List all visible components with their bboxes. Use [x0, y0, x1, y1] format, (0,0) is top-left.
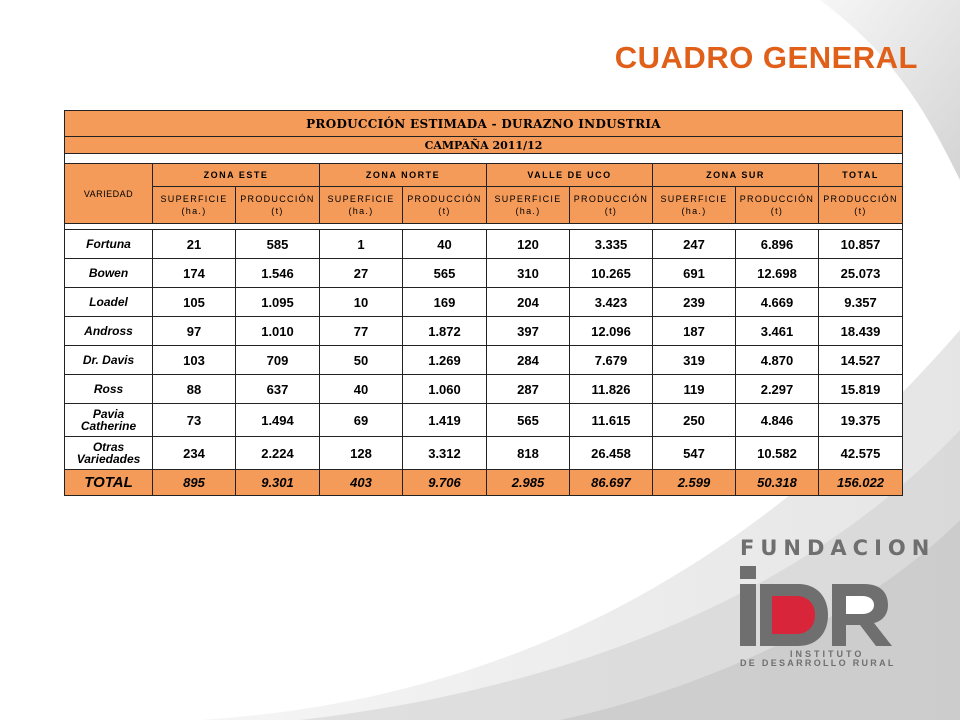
table-cell: 250 [653, 404, 736, 437]
table-cell: 637 [236, 375, 320, 404]
produccion-label: PRODUCCIÓN [739, 194, 815, 204]
unit-label: (t) [604, 206, 618, 216]
table-cell: 4.846 [736, 404, 819, 437]
zone-header-este: ZONA ESTE [153, 164, 320, 187]
table-cell: 119 [653, 375, 736, 404]
table-cell: 18.439 [819, 317, 903, 346]
table-cell: 187 [653, 317, 736, 346]
table-cell: 1.060 [403, 375, 487, 404]
table-cell: 3.312 [403, 437, 487, 470]
table-title: PRODUCCIÓN ESTIMADA - DURAZNO INDUSTRIA [65, 111, 903, 137]
slide-title: CUADRO GENERAL [614, 40, 918, 75]
unit-label: (t) [438, 206, 451, 216]
table-row [65, 404, 903, 437]
table-cell: 691 [653, 259, 736, 288]
total-cell: 403 [320, 470, 403, 496]
unit-label: (ha.) [348, 206, 374, 216]
table-cell: 97 [153, 317, 236, 346]
produccion-label: PRODUCCIÓN [407, 194, 482, 204]
table-cell: 9.357 [819, 288, 903, 317]
table-cell: 310 [487, 259, 570, 288]
idr-logo [736, 536, 936, 706]
table-row [65, 288, 903, 317]
table-cell: 77 [320, 317, 403, 346]
table-cell: 19.375 [819, 404, 903, 437]
table-cell: 120 [487, 230, 570, 259]
table-cell: 1.419 [403, 404, 487, 437]
superficie-header [487, 187, 570, 224]
variety-name-line: Pavia [92, 407, 125, 421]
produccion-label: PRODUCCIÓN [240, 194, 315, 204]
table-cell: 10.582 [736, 437, 819, 470]
total-cell: 9.301 [236, 470, 320, 496]
logo-instituto-text: INSTITUTO [790, 649, 865, 659]
table-cell: 105 [153, 288, 236, 317]
table-cell: 709 [236, 346, 320, 375]
unit-label: (ha.) [515, 206, 541, 216]
table-cell: 585 [236, 230, 320, 259]
variety-name: Ross [65, 375, 153, 404]
table-row [65, 317, 903, 346]
produccion-header [236, 187, 320, 224]
produccion-header [819, 187, 903, 224]
table-cell: 2.297 [736, 375, 819, 404]
variety-name-line: Catherine [80, 419, 137, 433]
table-cell: 1.546 [236, 259, 320, 288]
idr-logo-mark [736, 564, 896, 648]
variety-name [65, 437, 153, 470]
produccion-header [736, 187, 819, 224]
table-row [65, 259, 903, 288]
logo-fundacion-text: FUNDACION [740, 536, 936, 560]
total-cell: 9.706 [403, 470, 487, 496]
table-cell: 818 [487, 437, 570, 470]
superficie-label: SUPERFICIE [160, 194, 228, 204]
unit-label: (t) [271, 206, 284, 216]
table-row [65, 437, 903, 470]
table-cell: 1.010 [236, 317, 320, 346]
table-cell: 42.575 [819, 437, 903, 470]
table-cell: 234 [153, 437, 236, 470]
variety-name: Andross [65, 317, 153, 346]
total-row [65, 470, 903, 496]
table-cell: 6.896 [736, 230, 819, 259]
production-table [64, 110, 903, 496]
variety-name: Loadel [65, 288, 153, 317]
table-row [65, 230, 903, 259]
produccion-header [403, 187, 487, 224]
table-cell: 73 [153, 404, 236, 437]
table-cell: 547 [653, 437, 736, 470]
table-cell: 174 [153, 259, 236, 288]
table-cell: 204 [487, 288, 570, 317]
unit-label: (ha.) [181, 206, 207, 216]
total-label: TOTAL [65, 470, 153, 496]
total-cell: 895 [153, 470, 236, 496]
variety-name-line: Variedades [76, 452, 141, 466]
table-cell: 287 [487, 375, 570, 404]
table-cell: 11.826 [570, 375, 653, 404]
table-cell: 12.096 [570, 317, 653, 346]
table-cell: 40 [403, 230, 487, 259]
table-cell: 40 [320, 375, 403, 404]
table-cell: 3.423 [570, 288, 653, 317]
table-cell: 25.073 [819, 259, 903, 288]
zone-header-total: TOTAL [819, 164, 903, 187]
table-cell: 14.527 [819, 346, 903, 375]
variety-name: Bowen [65, 259, 153, 288]
variety-name [65, 404, 153, 437]
table-cell: 69 [320, 404, 403, 437]
table-cell: 397 [487, 317, 570, 346]
table-cell: 7.679 [570, 346, 653, 375]
unit-label: (t) [770, 206, 784, 216]
zone-header-valle-de-uco: VALLE DE UCO [487, 164, 653, 187]
table-cell: 1 [320, 230, 403, 259]
table-cell: 1.095 [236, 288, 320, 317]
table-row [65, 375, 903, 404]
unit-label: (ha.) [681, 206, 707, 216]
table-cell: 12.698 [736, 259, 819, 288]
table-cell: 88 [153, 375, 236, 404]
variety-header: VARIEDAD [65, 164, 153, 224]
superficie-label: SUPERFICIE [494, 194, 562, 204]
table-subtitle: CAMPAÑA 2011/12 [65, 137, 903, 154]
produccion-header [570, 187, 653, 224]
table-cell: 27 [320, 259, 403, 288]
table-cell: 3.335 [570, 230, 653, 259]
variety-name: Dr. Davis [65, 346, 153, 375]
table-cell: 2.224 [236, 437, 320, 470]
unit-label: (t) [854, 206, 867, 216]
table-cell: 50 [320, 346, 403, 375]
table-cell: 1.494 [236, 404, 320, 437]
table-cell: 10.857 [819, 230, 903, 259]
zone-header-norte: ZONA NORTE [320, 164, 487, 187]
table-cell: 169 [403, 288, 487, 317]
table-cell: 3.461 [736, 317, 819, 346]
produccion-label: PRODUCCIÓN [823, 194, 898, 204]
spacer-row [65, 154, 903, 164]
total-cell: 2.599 [653, 470, 736, 496]
variety-name-line: Otras [92, 440, 125, 454]
superficie-header [320, 187, 403, 224]
production-table-container [64, 110, 902, 496]
table-cell: 128 [320, 437, 403, 470]
total-cell: 2.985 [487, 470, 570, 496]
table-cell: 565 [403, 259, 487, 288]
superficie-label: SUPERFICIE [327, 194, 395, 204]
superficie-label: SUPERFICIE [660, 194, 728, 204]
table-cell: 15.819 [819, 375, 903, 404]
table-cell: 239 [653, 288, 736, 317]
total-cell: 50.318 [736, 470, 819, 496]
variety-name: Fortuna [65, 230, 153, 259]
table-cell: 247 [653, 230, 736, 259]
table-cell: 21 [153, 230, 236, 259]
table-cell: 319 [653, 346, 736, 375]
table-cell: 4.669 [736, 288, 819, 317]
logo-desarrollo-rural-text: DE DESARROLLO RURAL [740, 658, 896, 668]
produccion-label: PRODUCCIÓN [573, 194, 649, 204]
table-cell: 10.265 [570, 259, 653, 288]
table-cell: 11.615 [570, 404, 653, 437]
table-cell: 4.870 [736, 346, 819, 375]
table-cell: 565 [487, 404, 570, 437]
total-cell: 86.697 [570, 470, 653, 496]
superficie-header [153, 187, 236, 224]
table-cell: 284 [487, 346, 570, 375]
zone-header-sur: ZONA SUR [653, 164, 819, 187]
table-cell: 1.872 [403, 317, 487, 346]
superficie-header [653, 187, 736, 224]
total-cell: 156.022 [819, 470, 903, 496]
table-row [65, 346, 903, 375]
table-cell: 1.269 [403, 346, 487, 375]
table-cell: 26.458 [570, 437, 653, 470]
table-cell: 10 [320, 288, 403, 317]
table-cell: 103 [153, 346, 236, 375]
